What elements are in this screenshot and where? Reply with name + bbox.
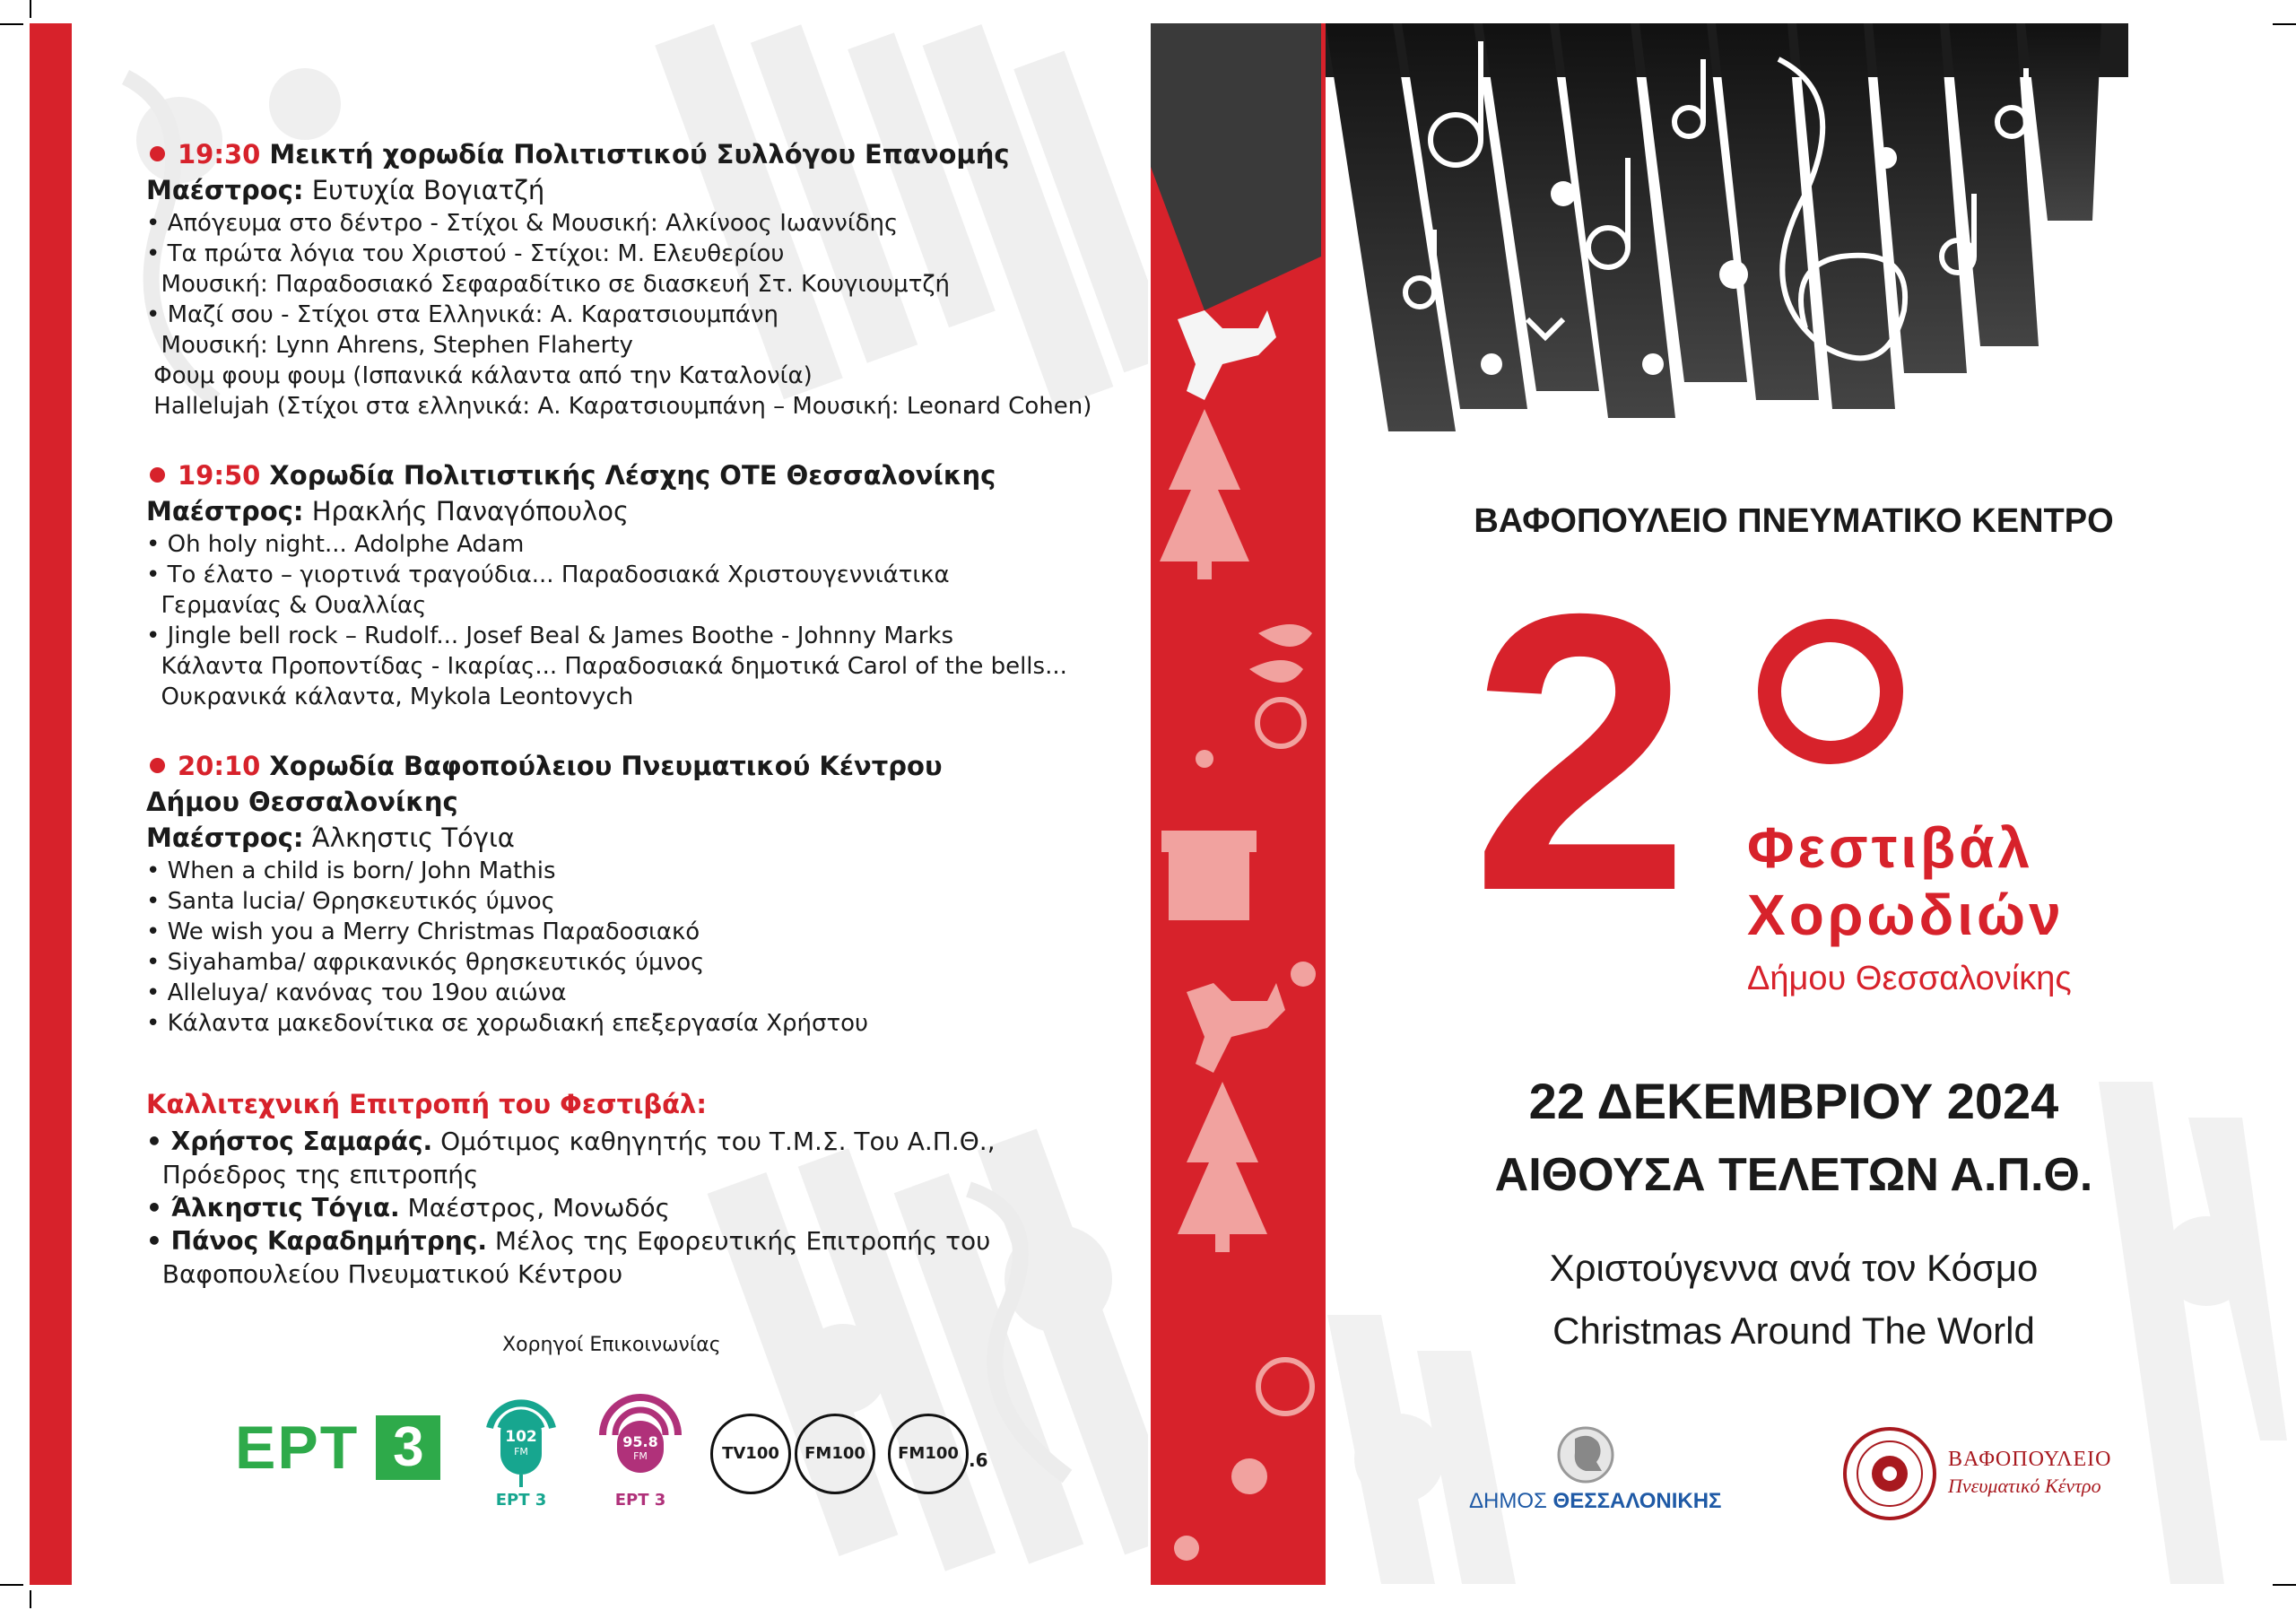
member-desc-line2: Πρόεδρος της επιτροπής bbox=[146, 1160, 479, 1189]
radio-freq: 95.8 bbox=[622, 1433, 658, 1450]
program-block-1 bbox=[146, 136, 1091, 422]
committee-block bbox=[146, 1089, 996, 1291]
maestro-line bbox=[146, 172, 1091, 208]
program-time: 19:30 bbox=[178, 139, 261, 170]
member-desc-line2: Βαφοπουλείου Πνευματικού Κέντρου bbox=[146, 1259, 623, 1289]
fm100-text: FM100 bbox=[804, 1444, 865, 1463]
fm1006-logo bbox=[888, 1414, 969, 1494]
committee-member bbox=[146, 1125, 996, 1158]
song-item: Γερμανίας & Ουαλλίας bbox=[146, 592, 427, 619]
bullet-dot bbox=[150, 758, 165, 773]
crop-mark bbox=[30, 1590, 31, 1608]
maestro-name: Ευτυχία Βογιατζή bbox=[311, 175, 545, 205]
program-block-2 bbox=[146, 457, 1067, 712]
program-heading bbox=[146, 748, 943, 784]
tv100-text: TV100 bbox=[722, 1444, 779, 1463]
song-item: Φουμ φουμ φουμ (Ισπανικά κάλαντα από την Καταλονία) bbox=[146, 362, 813, 389]
radio-958-logo bbox=[596, 1388, 685, 1519]
song-item: • Το έλατο – γιορτινά τραγούδια... Παραδοσιακά Χριστουγεννιάτικα bbox=[146, 561, 950, 588]
mic-stand bbox=[519, 1475, 523, 1487]
dimos-text bbox=[1469, 1489, 1721, 1514]
left-red-stripe bbox=[30, 23, 72, 1585]
edition-number: 2 bbox=[1471, 533, 1691, 973]
committee-member bbox=[146, 1224, 996, 1258]
crop-mark bbox=[2273, 23, 2296, 25]
song-item: Μουσική: Lynn Ahrens, Stephen Flaherty bbox=[146, 332, 633, 359]
member-desc: Μαέστρος, Μονωδός bbox=[399, 1193, 671, 1223]
song-item: • Siyahamba/ αφρικανικός θρησκευτικός ύμνος bbox=[146, 949, 705, 976]
song-item: • Τα πρώτα λόγια του Χριστού - Στίχοι: Μ. Ελευθερίου bbox=[146, 240, 785, 267]
member-name: • Άλκηστις Τόγια. bbox=[146, 1193, 400, 1223]
ert3-number: 3 bbox=[393, 1416, 424, 1478]
theme-english: Christmas Around The World bbox=[1552, 1310, 2035, 1352]
song-item: • Alleluya/ κανόνας του 19ου αιώνα bbox=[146, 979, 567, 1006]
song-item: Hallelujah (Στίχοι στα ελληνικά: Α. Καρατσιουμπάνη – Μουσική: Leonard Cohen) bbox=[146, 393, 1092, 420]
radio-102-logo bbox=[483, 1385, 560, 1519]
member-desc: Μέλος της Εφορευτικής Επιτροπής του bbox=[486, 1226, 991, 1256]
song-item: • Απόγευμα στο δέντρο - Στίχοι & Μουσική: Αλκίνοος Ιωαννίδης bbox=[146, 210, 899, 237]
radio-freq: 102 bbox=[505, 1428, 537, 1446]
radio-caption: ΕΡΤ 3 bbox=[495, 1491, 547, 1510]
microphone-icon bbox=[500, 1412, 542, 1475]
maestro-label: Μαέστρος: bbox=[146, 175, 304, 205]
festival-title-line3: Δήμου Θεσσαλονίκης bbox=[1747, 960, 2072, 997]
program-time: 19:50 bbox=[178, 460, 261, 491]
choir-name: Μεικτή χορωδία Πολιτιστικού Συλλόγου Επανομής bbox=[269, 139, 1010, 170]
venue-name: ΒΑΦΟΠΟΥΛΕΙΟ ΠΝΕΥΜΑΤΙΚΟ ΚΕΝΤΡΟ bbox=[1474, 502, 2114, 540]
dimos-prefix: ΔΗΜΟΣ bbox=[1469, 1489, 1547, 1513]
event-hall: ΑΙΘΟΥΣΑ ΤΕΛΕΤΩΝ Α.Π.Θ. bbox=[1494, 1149, 2093, 1201]
bullet-dot bbox=[150, 146, 165, 161]
song-item: • Κάλαντα μακεδονίτικα σε χορωδιακή επεξεργασία Χρήστου bbox=[146, 1010, 869, 1037]
committee-member bbox=[146, 1191, 996, 1224]
program-time: 20:10 bbox=[178, 751, 261, 781]
crop-mark bbox=[0, 23, 23, 25]
ert3-number-box bbox=[376, 1415, 440, 1480]
sponsors-title: Χορηγοί Επικοινωνίας bbox=[502, 1334, 721, 1356]
dimos-city: ΘΕΣΣΑΛΟΝΙΚΗΣ bbox=[1552, 1489, 1722, 1513]
festival-title-line1: Φεστιβάλ bbox=[1747, 815, 2034, 880]
song-item: • Santa lucia/ Θρησκευτικός ύμνος bbox=[146, 888, 555, 915]
bullet-dot bbox=[150, 467, 165, 483]
maestro-label: Μαέστρος: bbox=[146, 496, 304, 527]
song-item: • We wish you a Merry Christmas Παραδοσιακό bbox=[146, 918, 700, 945]
ordinal-circle bbox=[1758, 619, 1903, 764]
song-item: • Oh holy night... Adolphe Adam bbox=[146, 531, 525, 558]
maestro-name: Άλκηστις Τόγια bbox=[311, 822, 515, 853]
song-item: Μουσική: Παραδοσιακό Σεφαραδίτικο σε διασκευή Στ. Κουγιουμτζή bbox=[146, 271, 950, 298]
top-music-notes-banner bbox=[1151, 23, 2128, 431]
program-block-3 bbox=[146, 748, 943, 1039]
member-desc: Ομότιμος καθηγητής του Τ.Μ.Σ. Του Α.Π.Θ., bbox=[432, 1127, 996, 1156]
tv100-logo bbox=[710, 1414, 791, 1494]
member-name: • Πάνος Καραδημήτρης. bbox=[146, 1226, 487, 1256]
theme-greek: Χριστούγεννα ανά τον Κόσμο bbox=[1549, 1247, 2039, 1289]
song-item: Ουκρανικά κάλαντα, Mykola Leontovych bbox=[146, 683, 634, 710]
dimos-head-logo-icon bbox=[1550, 1419, 1622, 1491]
vafopouleio-subtitle: Πνευματικό Κέντρο bbox=[1948, 1475, 2101, 1497]
heart-mic-icon bbox=[617, 1421, 664, 1473]
maestro-label: Μαέστρος: bbox=[146, 822, 304, 853]
fm100-logo bbox=[795, 1414, 875, 1494]
member-name: • Χρήστος Σαμαράς. bbox=[146, 1127, 433, 1156]
maestro-line bbox=[146, 493, 1067, 529]
crop-mark bbox=[0, 1584, 23, 1586]
song-item: Κάλαντα Προποντίδας - Ικαρίας... Παραδοσιακά δημοτικά Carol of the bells... bbox=[146, 653, 1067, 680]
radio-caption: ΕΡΤ 3 bbox=[614, 1491, 666, 1510]
choir-name-line2: Δήμου Θεσσαλονίκης bbox=[146, 787, 458, 817]
song-item: • When a child is born/ John Mathis bbox=[146, 857, 556, 884]
choir-name: Χορωδία Βαφοπούλειου Πνευματικού Κέντρου bbox=[269, 751, 943, 781]
program-heading bbox=[146, 136, 1091, 172]
song-item: • Μαζί σου - Στίχοι στα Ελληνικά: Α. Καρατσιουμπάνη bbox=[146, 301, 778, 328]
choir-name: Χορωδία Πολιτιστικής Λέσχης ΟΤΕ Θεσσαλονίκης bbox=[269, 460, 996, 491]
crop-mark bbox=[30, 0, 31, 18]
radio-band: FM bbox=[633, 1450, 648, 1462]
song-item: • Jingle bell rock – Rudolf... Josef Beal & James Boothe - Johnny Marks bbox=[146, 622, 954, 649]
maestro-name: Ηρακλής Παναγόπουλος bbox=[311, 496, 629, 527]
festival-title-line2: Χορωδιών bbox=[1747, 883, 2065, 947]
fm1006-text: FM100 bbox=[898, 1444, 959, 1463]
vafopouleio-name: ΒΑΦΟΠΟΥΛΕΙΟ bbox=[1948, 1448, 2112, 1471]
crop-mark bbox=[2273, 1584, 2296, 1586]
vafopouleio-seal-icon bbox=[1842, 1426, 1937, 1521]
ert3-text: ΕΡΤ bbox=[235, 1414, 360, 1482]
fm1006-suffix: .6 bbox=[969, 1449, 988, 1471]
program-heading bbox=[146, 457, 1067, 493]
event-date: 22 ΔΕΚΕΜΒΡΙΟΥ 2024 bbox=[1528, 1073, 2059, 1129]
maestro-line bbox=[146, 820, 943, 856]
committee-title: Καλλιτεχνική Επιτροπή του Φεστιβάλ: bbox=[146, 1089, 708, 1119]
radio-band: FM bbox=[514, 1446, 528, 1458]
ert3-logo bbox=[235, 1415, 440, 1480]
